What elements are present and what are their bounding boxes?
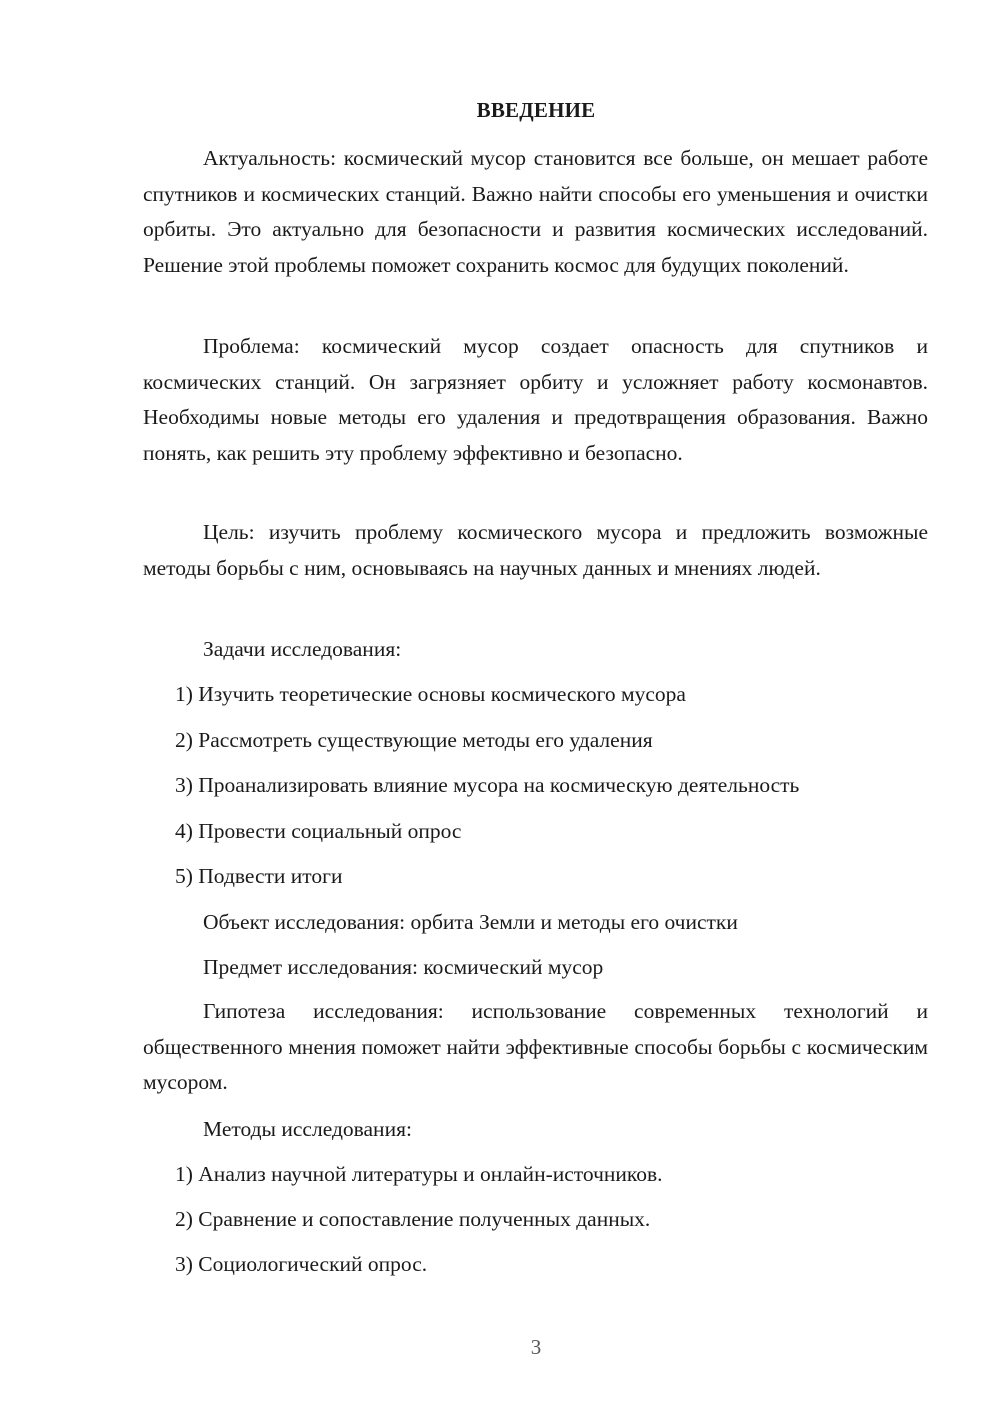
method-item: 2) Сравнение и сопоставление полученных данных. <box>175 1207 651 1231</box>
methods-heading: Методы исследования: <box>203 1117 412 1141</box>
tasks-heading: Задачи исследования: <box>203 637 402 661</box>
task-item: 5) Подвести итоги <box>175 864 343 888</box>
relevance-paragraph: Актуальность: космический мусор становится все больше, он мешает работе спутников и космических станций. Важно найти способы его уменьшения и очистки орбиты. Это актуально для безопасности и развития космических исследований. Решение этой проблемы поможет сохранить космос для будущих поколений. <box>143 146 928 277</box>
method-item: 3) Социологический опрос. <box>175 1252 428 1276</box>
task-item: 2) Рассмотреть существующие методы его удаления <box>175 728 653 752</box>
page-number: 3 <box>530 1335 542 1359</box>
task-item: 4) Провести социальный опрос <box>175 819 462 843</box>
method-item: 1) Анализ научной литературы и онлайн-источников. <box>175 1162 663 1186</box>
goal-paragraph: Цель: изучить проблему космического мусора и предложить возможные методы борьбы с ним, основываясь на научных данных и мнениях людей. <box>143 520 928 580</box>
page-title: ВВЕДЕНИЕ <box>476 98 596 122</box>
research-subject: Предмет исследования: космический мусор <box>203 955 604 979</box>
research-object: Объект исследования: орбита Земли и методы его очистки <box>203 910 738 934</box>
hypothesis-paragraph: Гипотеза исследования: использование современных технологий и общественного мнения поможет найти эффективные способы борьбы с космическим мусором. <box>143 999 928 1094</box>
task-item: 3) Проанализировать влияние мусора на космическую деятельность <box>175 773 800 797</box>
task-item: 1) Изучить теоретические основы космического мусора <box>175 682 686 706</box>
problem-paragraph: Проблема: космический мусор создает опасность для спутников и космических станций. Он загрязняет орбиту и усложняет работу космонавтов. Необходимы новые методы его удаления и предотвращения образования. Важно понять, как решить эту проблему эффективно и безопасно. <box>143 334 928 465</box>
